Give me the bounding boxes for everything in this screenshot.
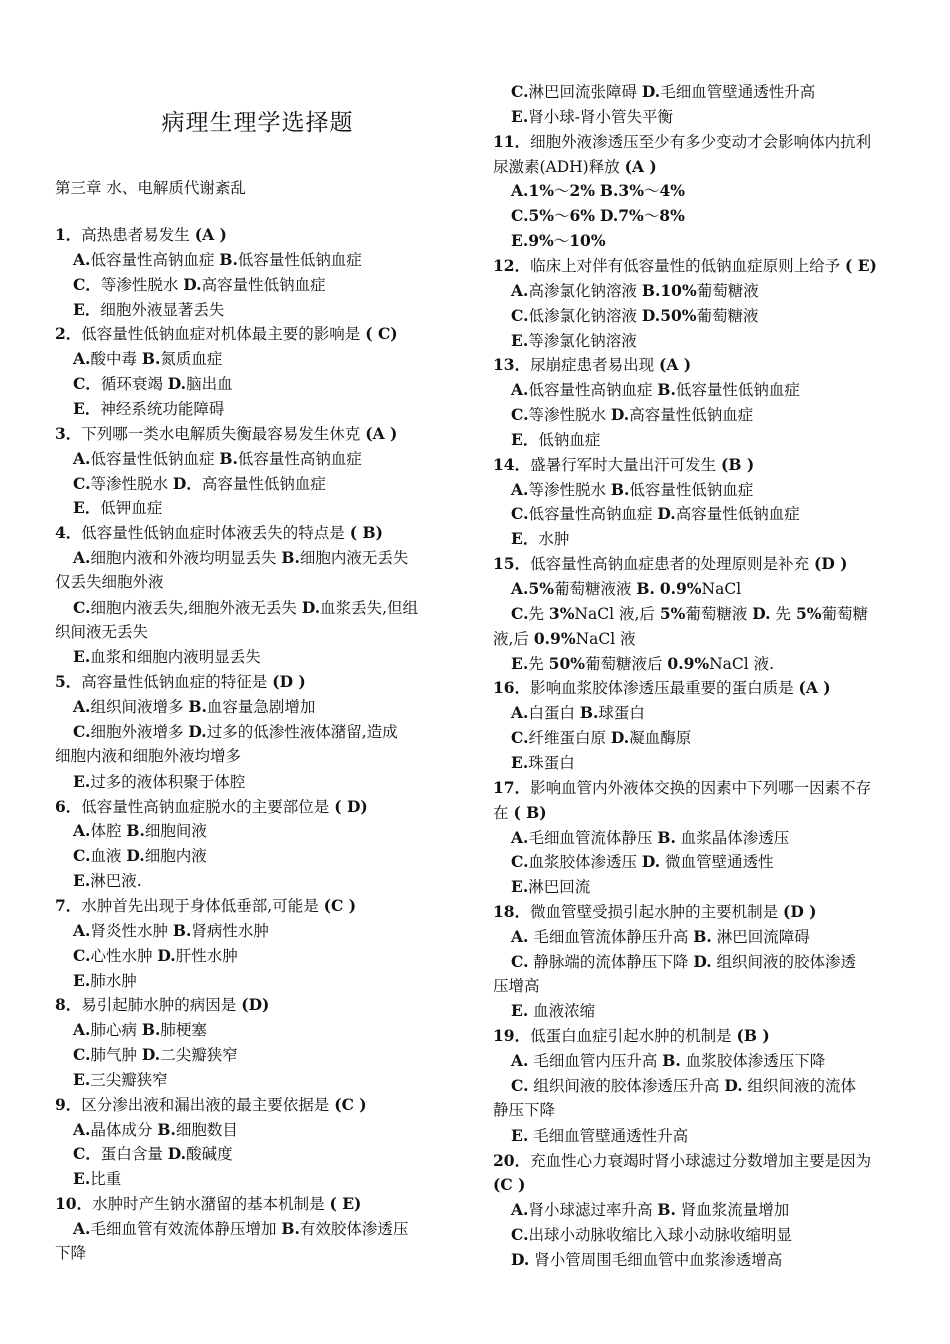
- answer-options: C.5%～6% D.7%～8%: [511, 206, 685, 226]
- answer-options: C.淋巴回流张障碍 D.毛细血管壁通透性升高: [511, 82, 816, 101]
- text-continuation: 织间液无丢失: [55, 622, 149, 641]
- answer-options: E．水肿: [511, 529, 570, 549]
- answer-options: C.出球小动脉收缩比入球小动脉收缩明显: [511, 1225, 792, 1245]
- question-stem: 3．下列哪一类水电解质失衡最容易发生休克 (A ): [55, 423, 398, 443]
- answer-options: C. 组织间液的胶体渗透压升高 D. 组织间液的流体: [511, 1076, 857, 1095]
- answer-options: C.肺气肿 D.二尖瓣狭窄: [73, 1045, 238, 1065]
- answer-options: C.血液 D.细胞内液: [73, 846, 207, 866]
- answer-options: A.细胞内液和外液均明显丢失 B.细胞内液无丢失: [73, 548, 409, 568]
- answer-options: A. 毛细血管流体静压升高 B. 淋巴回流障碍: [511, 926, 810, 946]
- question-stem: 4．低容量性低钠血症时体液丢失的特点是 ( B): [55, 523, 383, 543]
- answer-options: C.先 3%NaCl 液,后 5%葡萄糖液 D. 先 5%葡萄糖: [511, 603, 868, 623]
- question-stem: 7．水肿首先出现于身体低垂部,可能是 (C ): [55, 895, 357, 915]
- text-continuation: 仅丢失细胞外液: [55, 572, 164, 591]
- answer-options: E．细胞外液显著丢失: [73, 299, 225, 319]
- answer-options: A.低容量性高钠血症 B.低容量性低钠血症: [511, 380, 800, 400]
- answer-options: E.三尖瓣狭窄: [73, 1069, 168, 1089]
- page-title: 病理生理学选择题: [161, 110, 354, 136]
- answer-options: C.血浆胶体渗透压 D. 微血管壁通透性: [511, 852, 774, 872]
- answer-options: C．蛋白含量 D.酸碱度: [73, 1144, 233, 1164]
- question-stem: 2．低容量性低钠血症对机体最主要的影响是 ( C): [55, 324, 398, 344]
- answer-options: E.淋巴回流: [511, 877, 591, 897]
- answer-options: E. 血液浓缩: [511, 1001, 596, 1021]
- answer-options: A.组织间液增多 B.血容量急剧增加: [73, 697, 316, 717]
- question-stem: 14．盛暑行军时大量出汗可发生 (B ): [493, 454, 755, 474]
- chapter-heading: 第三章 水、电解质代谢紊乱: [55, 179, 246, 197]
- question-stem: 8．易引起肺水肿的病因是 (D): [55, 995, 270, 1015]
- answer-options: A.5%葡萄糖液液 B. 0.9%NaCl: [511, 579, 742, 598]
- question-stem: 5．高容量性低钠血症的特征是 (D ): [55, 672, 306, 692]
- answer-options: E.珠蛋白: [511, 752, 575, 772]
- text-continuation: 液,后 0.9%NaCl 液: [493, 628, 636, 648]
- text-continuation: 下降: [55, 1243, 87, 1262]
- text-continuation: 在 ( B): [493, 802, 547, 822]
- question-stem: 13．尿崩症患者易出现 (A ): [493, 355, 692, 375]
- answer-options: C.等渗性脱水 D．高容量性低钠血症: [73, 473, 326, 493]
- question-stem: 12．临床上对伴有低容量性的低钠血症原则上给予 ( E): [493, 255, 877, 275]
- answer-options: C．循环衰竭 D.脑出血: [73, 374, 233, 394]
- answer-options: E.肺水肿: [73, 970, 137, 990]
- question-stem: 1．高热患者易发生 (A ): [55, 225, 227, 244]
- answer-options: E.等渗氯化钠溶液: [511, 330, 637, 350]
- answer-options: C. 静脉端的流体静压下降 D. 组织间液的胶体渗透: [511, 951, 857, 971]
- answer-options: A.白蛋白 B.球蛋白: [511, 703, 645, 723]
- question-stem: 18．微血管壁受损引起水肿的主要机制是 (D ): [493, 902, 817, 922]
- answer-options: E．神经系统功能障碍: [73, 398, 225, 418]
- answer-options: E.过多的液体积聚于体腔: [73, 771, 246, 791]
- answer-options: C．等渗性脱水 D.高容量性低钠血症: [73, 274, 326, 294]
- answer-options: E.先 50%葡萄糖液后 0.9%NaCl 液.: [511, 653, 775, 673]
- answer-options: E．低钾血症: [73, 498, 163, 518]
- question-stem: 16．影响血浆胶体渗透压最重要的蛋白质是 (A ): [493, 678, 831, 698]
- text-continuation: 压增高: [493, 976, 540, 995]
- question-stem: 17．影响血管内外液体交换的因素中下列哪一因素不存: [493, 777, 872, 797]
- answer-options: A.体腔 B.细胞间液: [73, 821, 207, 841]
- question-stem: 15．低容量性高钠血症患者的处理原则是补充 (D ): [493, 554, 848, 574]
- text-continuation: (C ): [493, 1175, 526, 1195]
- question-stem: 11．细胞外液渗透压至少有多少变动才会影响体内抗利: [493, 131, 872, 151]
- answer-options: A.酸中毒 B.氮质血症: [73, 349, 223, 369]
- question-stem: 10．水肿时产生钠水潴留的基本机制是 ( E): [55, 1194, 362, 1214]
- text-continuation: 细胞内液和细胞外液均增多: [55, 746, 242, 765]
- answer-options: A.毛细血管流体静压 B. 血浆晶体渗透压: [511, 827, 790, 847]
- answer-options: E．低钠血症: [511, 429, 601, 449]
- answer-options: A.等渗性脱水 B.低容量性低钠血症: [511, 479, 754, 499]
- answer-options: A.低容量性高钠血症 B.低容量性低钠血症: [73, 249, 362, 269]
- answer-options: E.比重: [73, 1169, 122, 1189]
- answer-options: A.毛细血管有效流体静压增加 B.有效胶体渗透压: [73, 1219, 409, 1238]
- answer-options: E.淋巴液.: [73, 871, 142, 891]
- text-continuation: 尿激素(ADH)释放 (A ): [493, 156, 657, 176]
- answer-options: E.肾小球-肾小管失平衡: [511, 106, 673, 126]
- answer-options: C.细胞外液增多 D.过多的低渗性液体潴留,造成: [73, 722, 398, 741]
- answer-options: C.纤维蛋白原 D.凝血酶原: [511, 728, 692, 748]
- answer-options: A.肺心病 B.肺梗塞: [73, 1020, 207, 1040]
- answer-options: A.1%～2% B.3%～4%: [511, 181, 685, 201]
- answer-options: A.低容量性低钠血症 B.低容量性高钠血症: [73, 448, 362, 468]
- answer-options: A.肾小球滤过率升高 B. 肾血浆流量增加: [511, 1200, 790, 1220]
- answer-options: A.高渗氯化钠溶液 B.10%葡萄糖液: [511, 280, 759, 300]
- answer-options: A.肾炎性水肿 B.肾病性水肿: [73, 920, 269, 940]
- answer-options: C.等渗性脱水 D.高容量性低钠血症: [511, 405, 754, 425]
- answer-options: D. 肾小管周围毛细血管中血浆渗透增高: [511, 1249, 783, 1269]
- answer-options: C.低渗氯化钠溶液 D.50%葡萄糖液: [511, 305, 759, 325]
- answer-options: E.9%～10%: [511, 231, 606, 251]
- answer-options: E.血浆和细胞内液明显丢失: [73, 647, 261, 667]
- answer-options: A.晶体成分 B.细胞数目: [73, 1119, 238, 1139]
- answer-options: E. 毛细血管壁通透性升高: [511, 1125, 689, 1145]
- answer-options: A. 毛细血管内压升高 B. 血浆胶体渗透压下降: [511, 1051, 826, 1071]
- answer-options: C.细胞内液丢失,细胞外液无丢失 D.血浆丢失,但组: [73, 597, 419, 617]
- answer-options: C.心性水肿 D.肝性水肿: [73, 945, 238, 965]
- question-stem: 6．低容量性高钠血症脱水的主要部位是 ( D): [55, 796, 368, 816]
- text-continuation: 静压下降: [493, 1100, 556, 1119]
- question-stem: 20．充血性心力衰竭时肾小球滤过分数增加主要是因为: [493, 1150, 872, 1170]
- question-stem: 19．低蛋白血症引起水肿的机制是 (B ): [493, 1026, 770, 1046]
- answer-options: C.低容量性高钠血症 D.高容量性低钠血症: [511, 504, 800, 524]
- question-stem: 9．区分渗出液和漏出液的最主要依据是 (C ): [55, 1094, 367, 1114]
